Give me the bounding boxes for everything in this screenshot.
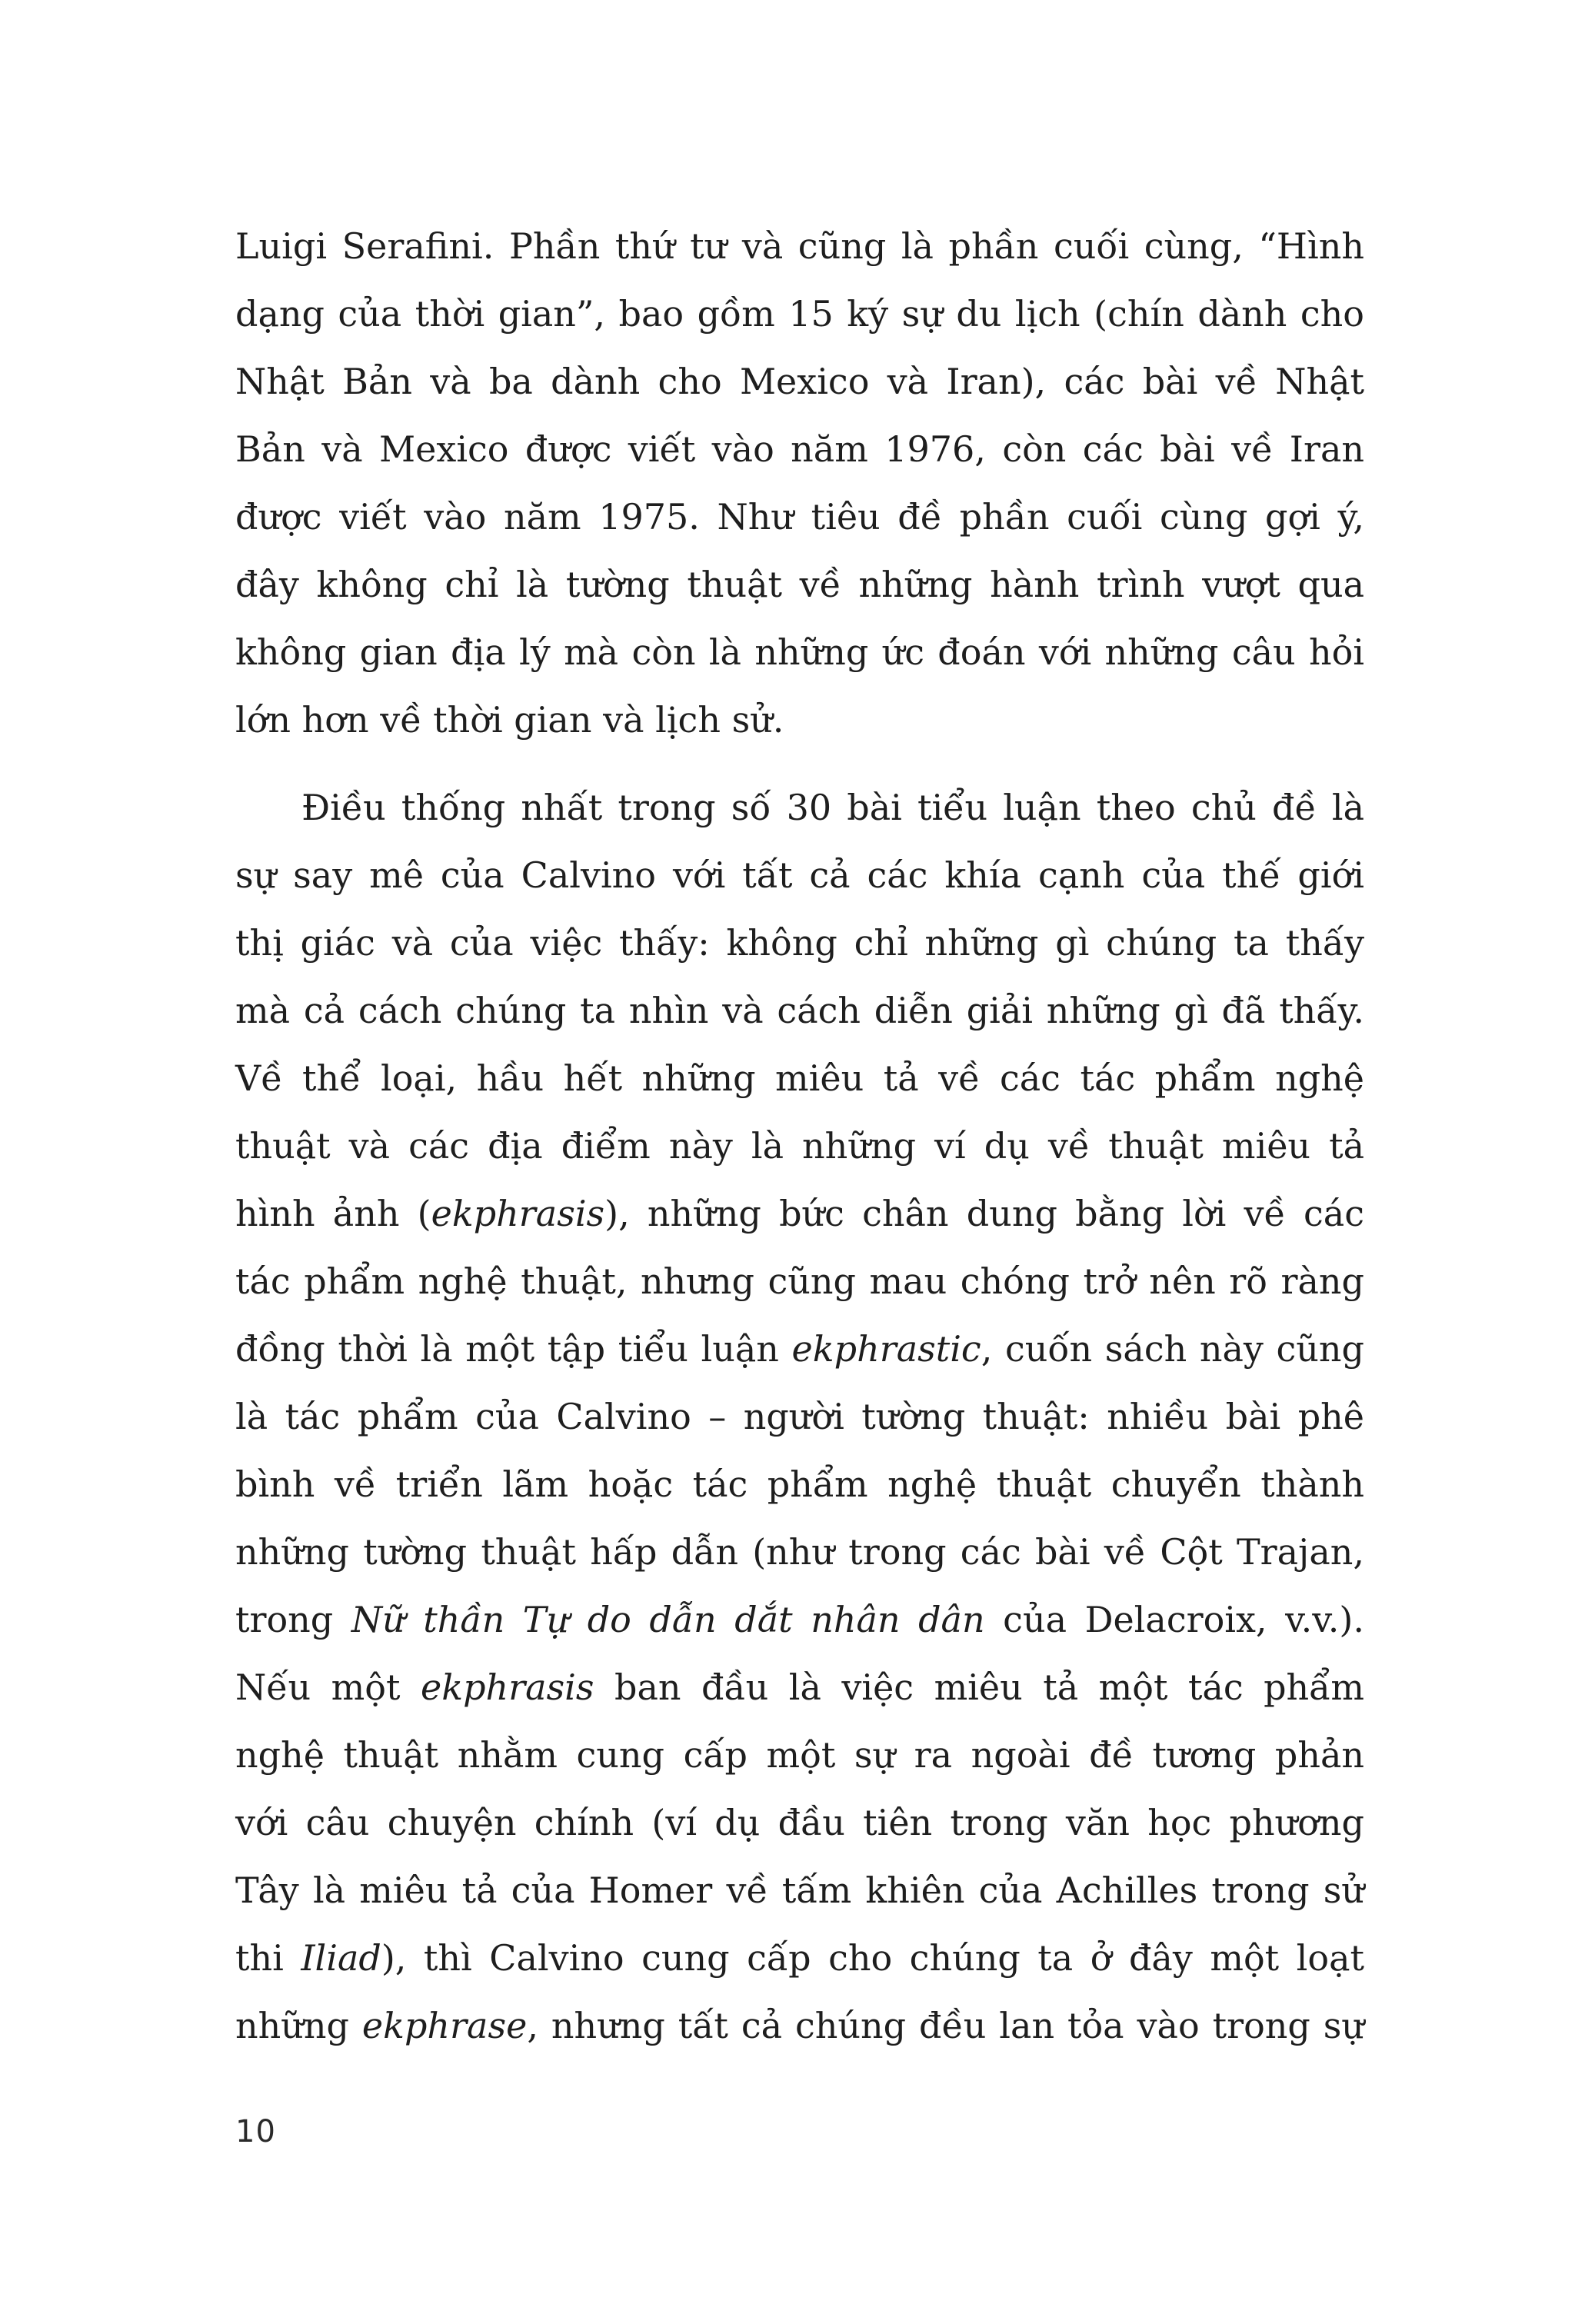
italic-term: ekphrasis [431,1193,605,1234]
text-segment: nghệ thuật nhằm cung cấp một sự ra ngoài đề tương phản [235,1734,1364,1776]
text-segment: ), những bức chân dung bằng lời về các [604,1193,1364,1234]
italic-term: ekphrase [361,2005,528,2046]
text-segment: sự say mê của Calvino với tất cả các khía cạnh của thế giới [235,854,1364,896]
text-line [235,1856,1364,1924]
paragraph [235,774,1364,2059]
text-line [235,348,1364,415]
text-segment: được viết vào năm 1975. Như tiêu đề phần cuối cùng gợi ý, [235,496,1364,538]
text-line [235,1450,1364,1518]
text-segment: dạng của thời gian”, bao gồm 15 ký sự du lịch (chín dành cho [235,293,1364,335]
text-line [235,1789,1364,1856]
text-line [235,774,1364,841]
text-line [235,1180,1364,1247]
text-segment: Luigi Serafini. Phần thứ tư và cũng là phần cuối cùng, “Hình [235,225,1364,267]
text-line [235,1247,1364,1315]
text-line [235,1044,1364,1112]
text-segment: đây không chỉ là tường thuật về những hành trình vượt qua [235,564,1364,605]
paragraph-gap [235,754,1364,774]
text-segment: ban đầu là việc miêu tả một tác phẩm [594,1666,1364,1708]
text-segment: Tây là miêu tả của Homer về tấm khiên của Achilles trong sử [235,1870,1364,1911]
page-number: 10 [235,2114,276,2149]
text-segment: hình ảnh ( [235,1193,431,1234]
text-segment: đồng thời là một tập tiểu luận [235,1328,792,1370]
text-line [235,1518,1364,1586]
text-line [235,1653,1364,1721]
paragraph [235,212,1364,754]
text-segment: bình về triển lãm hoặc tác phẩm nghệ thuật chuyển thành [235,1463,1364,1505]
italic-term: Iliad [301,1937,381,1979]
text-line [235,618,1364,686]
text-segment: là tác phẩm của Calvino – người tường thuật: nhiều bài phê [235,1396,1364,1437]
text-segment: Bản và Mexico được viết vào năm 1976, còn các bài về Iran [235,428,1364,470]
text-segment: mà cả cách chúng ta nhìn và cách diễn giải những gì đã thấy. [235,990,1364,1031]
text-segment: Nhật Bản và ba dành cho Mexico và Iran), các bài về Nhật [235,361,1364,402]
text-segment: của Delacroix, v.v.). [984,1599,1364,1640]
text-segment: với câu chuyện chính (ví dụ đầu tiên trong văn học phương [235,1802,1364,1843]
text-line [235,280,1364,348]
text-line [235,1383,1364,1450]
text-segment: lớn hơn về thời gian và lịch sử. [235,699,784,741]
body-text [235,212,1364,2059]
text-line [235,1924,1364,1992]
italic-term: ekphrasis [420,1666,594,1708]
text-line [235,415,1364,483]
text-line [235,841,1364,909]
text-segment: những tường thuật hấp dẫn (như trong các bài về Cột Trajan, [235,1531,1364,1573]
text-line [235,1721,1364,1789]
text-segment: thị giác và của việc thấy: không chỉ những gì chúng ta thấy [235,922,1364,964]
italic-term: ekphrastic [791,1328,981,1370]
text-segment: tác phẩm nghệ thuật, nhưng cũng mau chóng trở nên rõ ràng [235,1260,1364,1302]
text-line [235,1112,1364,1180]
text-segment: ), thì Calvino cung cấp cho chúng ta ở đây một loạt [381,1937,1364,1979]
text-line [235,212,1364,280]
text-segment: những [235,2005,362,2046]
text-segment: không gian địa lý mà còn là những ức đoán với những câu hỏi [235,631,1364,673]
text-segment: trong [235,1599,351,1640]
text-segment: thuật và các địa điểm này là những ví dụ về thuật miêu tả [235,1125,1364,1167]
italic-term: Nữ thần Tự do dẫn dắt nhân dân [351,1599,985,1640]
text-line [235,686,1364,754]
text-segment: , cuốn sách này cũng [981,1328,1365,1370]
text-line [235,977,1364,1044]
text-segment: , nhưng tất cả chúng đều lan tỏa vào trong sự [527,2005,1364,2046]
text-segment: thi [235,1937,301,1979]
text-segment: Về thể loại, hầu hết những miêu tả về các tác phẩm nghệ [235,1057,1364,1099]
text-line [235,1315,1364,1383]
text-segment: Nếu một [235,1666,421,1708]
text-line [235,551,1364,618]
text-segment: Điều thống nhất trong số 30 bài tiểu luận theo chủ đề là [301,787,1364,828]
text-line [235,1992,1364,2059]
text-line [235,1586,1364,1653]
text-line [235,483,1364,551]
text-line [235,909,1364,977]
